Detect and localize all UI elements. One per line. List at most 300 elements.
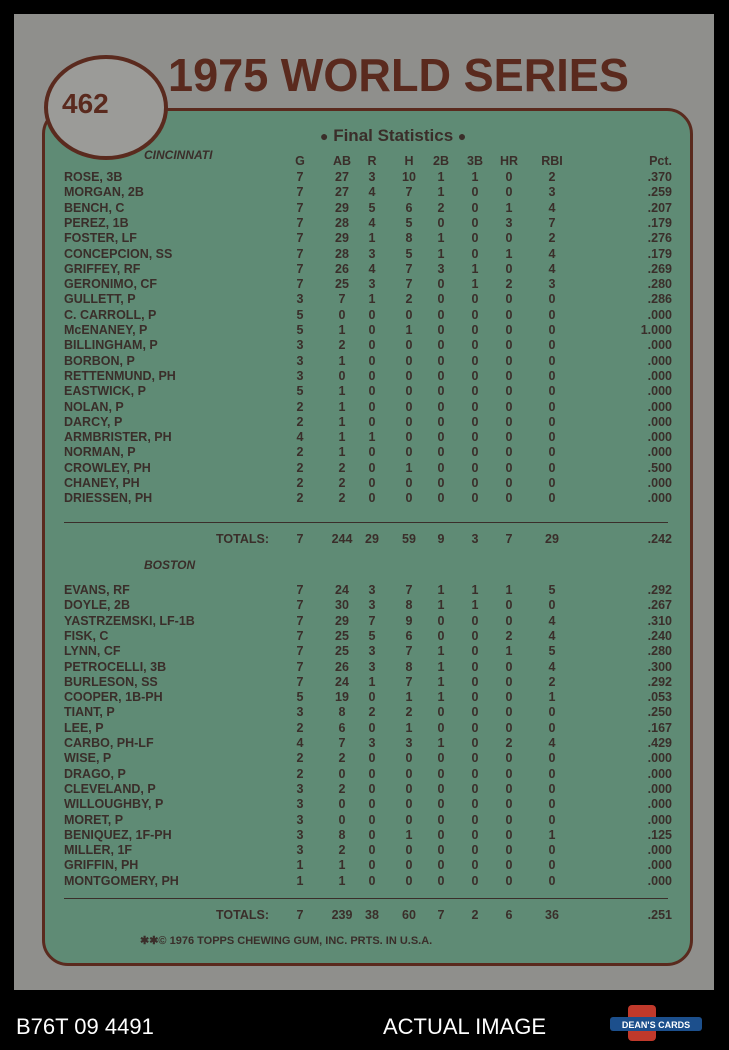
stat-cell: .179 [647,246,672,261]
stat-cell: 0 [505,170,513,184]
stat-cell: 0 [471,781,479,796]
stat-cell: 0 [505,720,513,735]
stat-cell: 0 [437,797,445,812]
totals-cell: 6 [505,908,513,922]
stat-cell: 0 [505,598,513,613]
stat-cell: 0 [338,368,346,383]
stat-cell: 1 [405,827,413,842]
stat-cell: .000 [647,353,672,368]
stat-cell: 1 [471,261,479,276]
stat-cell: 3 [437,261,445,276]
stat-cell: 19 [335,690,349,705]
stat-cell: 29 [335,200,349,215]
col-h: H [404,154,414,168]
subtitle-text: Final Statistics [333,126,454,145]
stat-cell: 0 [437,368,445,383]
stat-cell: 1 [368,292,376,307]
table-row [0,216,729,231]
stat-cell: 0 [471,797,479,812]
stat-cell: 3 [368,246,376,261]
stat-cell: 0 [548,873,556,888]
stat-cell: 0 [368,368,376,383]
player-name: MONTGOMERY, PH [64,873,179,888]
stat-cell: 1 [437,231,445,246]
stat-cell: 0 [505,751,513,766]
stat-cell: 6 [405,200,413,215]
stat-cell: 0 [548,368,556,383]
table-row [0,476,729,491]
table-row [0,185,729,200]
stat-cell: 0 [548,766,556,781]
totals-cell: 7 [296,908,304,922]
stat-cell: .000 [647,338,672,353]
table-row [0,369,729,384]
stat-cell: 0 [471,414,479,429]
stat-cell: 0 [437,384,445,399]
table-row [0,354,729,369]
stat-cell: 0 [368,338,376,353]
player-name: DRIESSEN, PH [64,491,153,506]
stat-cell: 0 [338,307,346,322]
stat-cell: .000 [647,797,672,812]
stat-cell: 28 [335,215,349,230]
stat-cell: 0 [368,491,376,506]
stat-cell: 1 [405,690,413,705]
table-row [0,858,729,873]
stat-cell: 1 [368,231,376,246]
table-row [0,583,729,598]
table-row [0,874,729,889]
stat-cell: 6 [338,720,346,735]
totals-cell: 9 [437,532,445,546]
stat-cell: 0 [405,476,413,490]
stat-cell: 9 [405,613,413,628]
totals-cell: 2 [471,908,479,922]
stat-cell: 0 [405,338,413,353]
stat-cell: 0 [505,843,513,858]
stat-cell: 4 [548,613,556,628]
stat-cell: 5 [296,384,304,399]
stat-cell: 1 [471,277,479,292]
stat-cell: 0 [437,766,445,781]
stat-cell: 8 [405,231,413,246]
stat-cell: 0 [471,628,479,643]
stat-cell: 7 [296,598,304,613]
totals-cell: 29 [545,532,559,546]
stat-cell: 29 [335,231,349,246]
stat-cell: 1 [368,674,376,689]
player-name: CONCEPCION, SS [64,246,173,261]
stat-cell: 1 [338,858,346,873]
totals-cell: 38 [365,908,379,922]
stat-cell: .370 [647,170,672,184]
col-3b: 3B [467,154,483,168]
stat-cell: 0 [505,781,513,796]
stat-cell: 0 [505,766,513,781]
stat-cell: 2 [368,705,376,720]
stat-cell: 7 [405,185,413,200]
stat-cell: 0 [437,292,445,307]
bullet-icon: ● [457,128,467,144]
stat-cell: 0 [548,705,556,720]
stat-cell: 4 [548,246,556,261]
stat-cell: 0 [368,766,376,781]
player-name: C. CARROLL, P [64,307,157,322]
stat-cell: 0 [368,858,376,873]
stat-cell: 2 [548,674,556,689]
table-row [0,813,729,828]
stat-cell: 0 [405,368,413,383]
stat-cell: 1.000 [640,323,672,337]
player-name: EASTWICK, P [64,384,146,399]
stat-cell: 3 [296,292,304,307]
stat-cell: 7 [296,659,304,674]
stat-cell: 1 [505,200,513,215]
stat-cell: 0 [505,491,513,506]
totals-cell: 59 [402,532,416,546]
stat-cell: 3 [368,583,376,597]
stat-cell: 0 [505,231,513,246]
column-headers [0,154,729,169]
stat-cell: 1 [368,430,376,445]
stat-cell: 0 [338,766,346,781]
stat-cell: 3 [548,277,556,292]
table-row [0,782,729,797]
stat-cell: 0 [437,445,445,460]
stat-cell: 0 [471,690,479,705]
stat-cell: .000 [647,368,672,383]
totals-cell: 7 [296,532,304,546]
stat-cell: 7 [405,674,413,689]
stat-cell: 0 [471,751,479,766]
stat-cell: 5 [296,307,304,322]
boston-totals [0,908,729,923]
stat-cell: 0 [548,460,556,475]
stat-cell: 0 [548,323,556,337]
stat-cell: 0 [368,399,376,414]
stat-cell: 7 [405,277,413,292]
table-row [0,292,729,307]
totals-label: TOTALS: [216,908,270,922]
stat-cell: 0 [471,460,479,475]
stat-cell: 0 [505,827,513,842]
stat-cell: 0 [471,338,479,353]
stat-cell: 2 [338,491,346,506]
stat-cell: 0 [437,705,445,720]
stat-cell: 0 [505,460,513,475]
stat-cell: 0 [505,414,513,429]
table-row [0,461,729,476]
stat-cell: 3 [296,705,304,720]
stat-cell: 0 [471,445,479,460]
stat-cell: 0 [548,751,556,766]
stat-cell: 1 [437,644,445,659]
player-name: MILLER, 1F [64,843,133,858]
card-title: 1975 WORLD SERIES [168,49,629,101]
stat-cell: .500 [647,460,672,475]
table-row [0,415,729,430]
table-row [0,843,729,858]
team-label-cincinnati: CINCINNATI [144,148,213,162]
stat-cell: 5 [548,583,556,597]
stat-cell: 0 [368,720,376,735]
stat-cell: 7 [296,583,304,597]
stat-cell: 0 [368,384,376,399]
totals-cell: 244 [331,532,353,546]
player-name: TIANT, P [64,705,115,720]
stat-cell: 0 [368,460,376,475]
stat-cell: 0 [437,338,445,353]
stat-cell: 1 [505,583,513,597]
table-row [0,614,729,629]
stat-cell: 0 [548,720,556,735]
stat-cell: 0 [471,644,479,659]
player-name: MORET, P [64,812,124,827]
stat-cell: 0 [437,751,445,766]
stat-cell: 28 [335,246,349,261]
table-row [0,247,729,262]
stat-cell: 0 [405,399,413,414]
stat-cell: 7 [296,628,304,643]
stat-cell: 2 [505,277,513,292]
stat-cell: 25 [335,277,349,292]
table-row [0,201,729,216]
table-row [0,491,729,506]
subtitle [320,126,466,146]
player-name: ARMBRISTER, PH [64,430,172,445]
totals-cell: 7 [505,532,513,546]
stat-cell: 0 [471,766,479,781]
table-row [0,323,729,338]
stat-cell: 0 [471,399,479,414]
stat-cell: 4 [296,736,304,750]
stat-cell: 3 [368,170,376,184]
stat-cell: 2 [548,231,556,246]
table-row [0,644,729,659]
stat-cell: 24 [335,583,349,597]
player-name: FOSTER, LF [64,231,137,246]
totals-cell: 7 [437,908,445,922]
player-name: GRIFFIN, PH [64,858,139,873]
stat-cell: 0 [548,399,556,414]
stat-cell: 0 [368,445,376,460]
stat-cell: 0 [548,812,556,827]
stat-cell: 0 [548,598,556,613]
stat-cell: 0 [437,414,445,429]
stat-cell: 3 [368,736,376,750]
stat-cell: 30 [335,598,349,613]
col-rbi: RBI [541,154,563,168]
stat-cell: 0 [368,414,376,429]
table-row [0,828,729,843]
stat-cell: 0 [548,307,556,322]
stat-cell: .000 [647,414,672,429]
stat-cell: .267 [647,598,672,613]
stat-cell: 7 [296,246,304,261]
totals-cell: 36 [545,908,559,922]
stat-cell: 5 [296,323,304,337]
player-name: BENCH, C [64,200,125,215]
stat-cell: 0 [548,445,556,460]
table-row [0,384,729,399]
stat-cell: 7 [405,644,413,659]
totals-cell: 60 [402,908,416,922]
stat-cell: 1 [437,583,445,597]
stat-cell: 7 [296,200,304,215]
inventory-code: B76T 09 4491 [16,1014,154,1039]
col-r: R [367,154,377,168]
stat-cell: 3 [296,781,304,796]
stat-cell: 0 [471,659,479,674]
stat-cell: 0 [505,812,513,827]
stat-cell: 0 [548,414,556,429]
stat-cell: 0 [437,307,445,322]
stat-cell: 1 [437,185,445,200]
stat-cell: .000 [647,399,672,414]
stat-cell: 7 [296,613,304,628]
stat-cell: 4 [548,261,556,276]
stat-cell: 2 [437,200,445,215]
stat-cell: 1 [437,659,445,674]
stat-cell: 0 [471,323,479,337]
stat-cell: 0 [437,277,445,292]
stat-cell: .000 [647,751,672,766]
table-row [0,277,729,292]
stat-cell: 0 [368,812,376,827]
stat-cell: 8 [405,659,413,674]
table-row [0,231,729,246]
stat-cell: .292 [647,583,672,597]
stat-cell: .280 [647,644,672,659]
table-row [0,705,729,720]
stat-cell: 0 [437,873,445,888]
stat-cell: 0 [437,843,445,858]
stat-cell: 0 [505,292,513,307]
totals-cell: .242 [647,532,672,546]
stat-cell: 3 [368,598,376,613]
stat-cell: 1 [338,384,346,399]
stat-cell: 0 [471,476,479,490]
stat-cell: 0 [548,858,556,873]
stat-cell: .000 [647,384,672,399]
table-row [0,598,729,613]
stat-cell: 25 [335,628,349,643]
stat-cell: .259 [647,185,672,200]
stat-cell: 26 [335,261,349,276]
stat-cell: 1 [471,598,479,613]
stat-cell: 7 [296,170,304,184]
table-row [0,721,729,736]
table-row [0,675,729,690]
stat-cell: 0 [437,476,445,490]
stat-cell: 2 [296,766,304,781]
card-number: 462 [62,88,109,119]
stat-cell: 0 [505,690,513,705]
stat-cell: 0 [471,613,479,628]
stat-cell: 0 [368,323,376,337]
stat-cell: 6 [405,628,413,643]
stat-cell: 1 [338,323,346,337]
actual-image-label: ACTUAL IMAGE [383,1014,546,1039]
stat-cell: 1 [437,690,445,705]
stat-cell: 3 [296,353,304,368]
stat-cell: .276 [647,231,672,246]
player-name: FISK, C [64,628,109,643]
stat-cell: 0 [368,797,376,812]
table-row [0,751,729,766]
stat-cell: .250 [647,705,672,720]
stat-cell: 2 [405,705,413,720]
stat-cell: 7 [338,736,346,750]
stat-cell: 2 [338,843,346,858]
col-pct: Pct. [649,154,672,168]
player-name: CHANEY, PH [64,476,140,490]
stat-cell: 2 [296,445,304,460]
stat-cell: 0 [368,353,376,368]
stat-cell: 2 [338,460,346,475]
stat-cell: 27 [335,170,349,184]
player-name: GRIFFEY, RF [64,261,141,276]
table-row [0,308,729,323]
stat-cell: 0 [437,720,445,735]
stat-cell: 1 [405,720,413,735]
stat-cell: 1 [437,246,445,261]
stat-cell: 1 [548,827,556,842]
col-ab: AB [332,154,352,168]
stat-cell: 0 [405,873,413,888]
stat-cell: 4 [548,736,556,750]
stat-cell: 7 [296,185,304,200]
player-name: BORBON, P [64,353,135,368]
team-label-boston: BOSTON [144,558,196,572]
stat-cell: 0 [405,858,413,873]
stat-cell: .000 [647,476,672,490]
stat-cell: 0 [405,751,413,766]
stat-cell: 0 [405,797,413,812]
stat-cell: .000 [647,812,672,827]
stat-cell: 7 [296,261,304,276]
stat-cell: 3 [548,185,556,200]
stat-cell: .280 [647,277,672,292]
stat-cell: 0 [437,812,445,827]
stat-cell: 1 [471,583,479,597]
stat-cell: .429 [647,736,672,750]
table-row [0,262,729,277]
stat-cell: .207 [647,200,672,215]
stat-cell: 0 [405,430,413,445]
stat-cell: 1 [548,690,556,705]
stat-cell: 1 [338,445,346,460]
stat-cell: 1 [437,170,445,184]
stat-cell: 0 [405,445,413,460]
table-row [0,736,729,751]
stat-cell: 2 [338,476,346,490]
stat-cell: 27 [335,185,349,200]
stat-cell: 0 [437,827,445,842]
stat-cell: 0 [437,430,445,445]
stat-cell: .000 [647,491,672,506]
stat-cell: 2 [338,781,346,796]
col-hr: HR [499,154,519,168]
stat-cell: 0 [471,246,479,261]
stat-cell: 0 [437,858,445,873]
stat-cell: 0 [368,307,376,322]
stat-cell: 4 [368,215,376,230]
stat-cell: 10 [402,170,416,184]
stat-cell: 4 [368,261,376,276]
player-name: YASTRZEMSKI, LF-1B [64,613,195,628]
stat-cell: 0 [437,353,445,368]
